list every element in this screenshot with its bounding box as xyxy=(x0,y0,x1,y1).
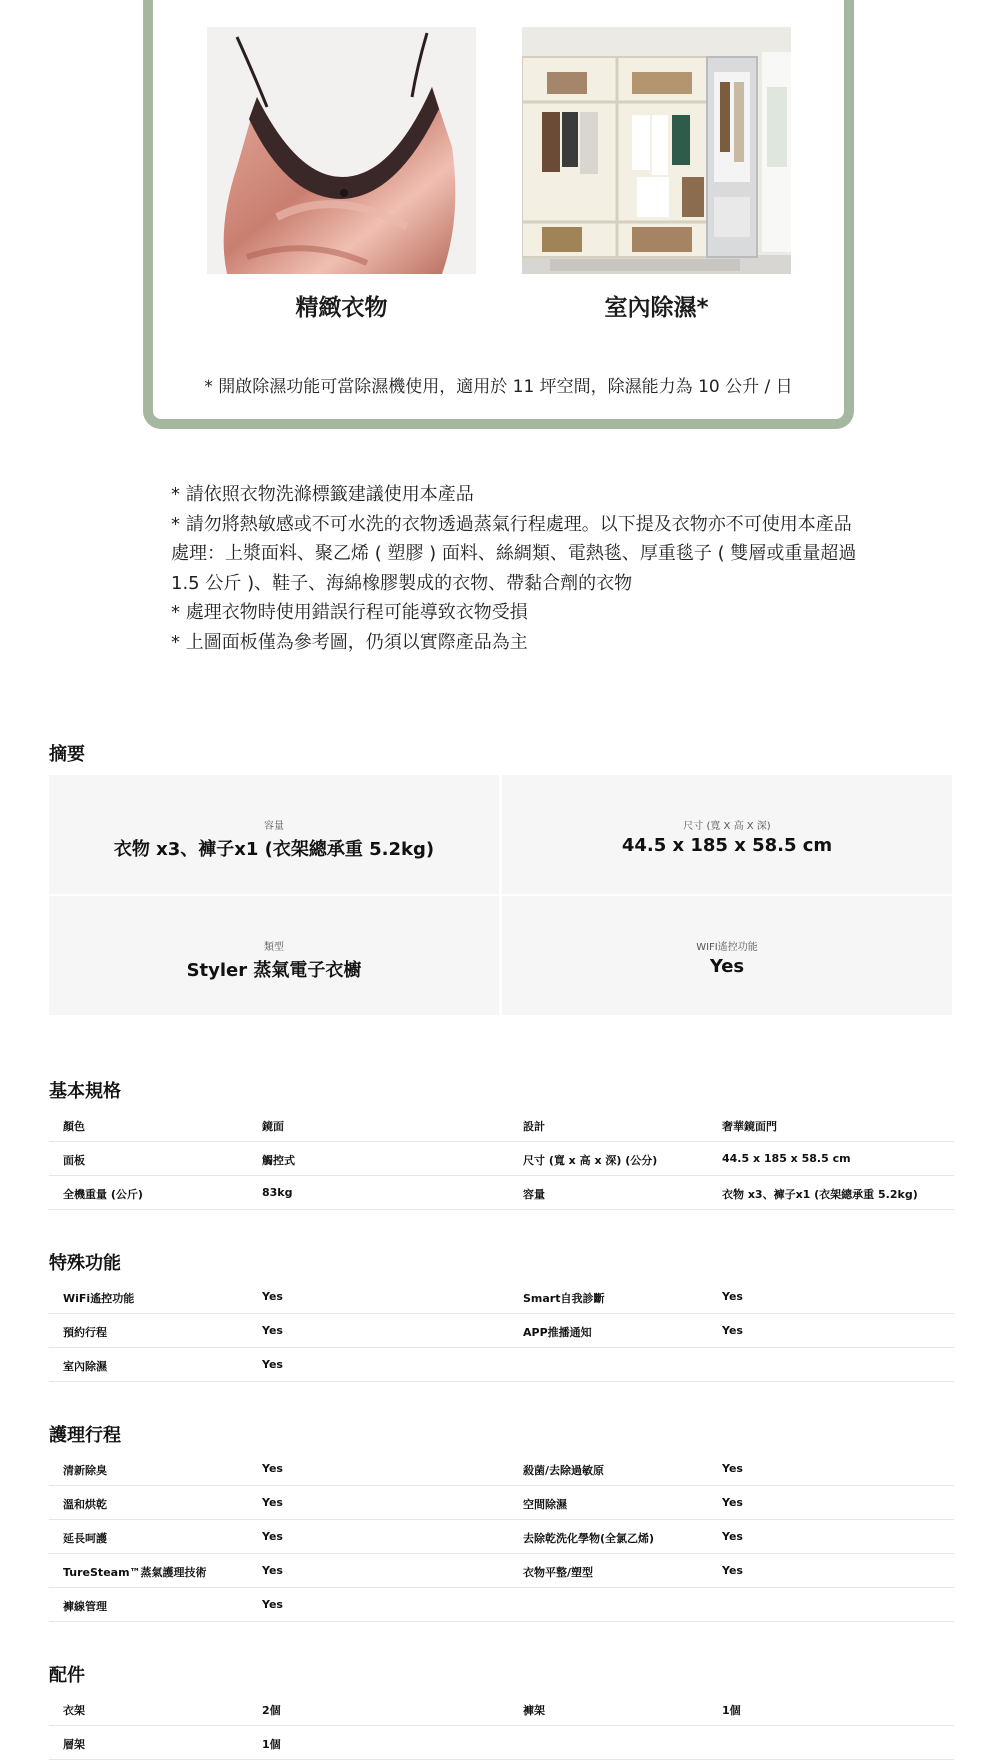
spec-key: 去除乾洗化學物(全氯乙烯) xyxy=(523,1532,655,1545)
spec-key: 褲架 xyxy=(523,1704,545,1717)
spec-value: 1個 xyxy=(722,1704,741,1717)
table-row xyxy=(49,1142,954,1176)
summary-cell-type xyxy=(49,896,499,1015)
summary-cell-wifi xyxy=(502,896,952,1015)
feature-card xyxy=(143,0,854,429)
summary-title: 摘要 xyxy=(49,744,85,765)
care-programs-title: 護理行程 xyxy=(49,1425,121,1446)
spec-key: WiFi遙控功能 xyxy=(63,1292,135,1305)
table-row xyxy=(49,1348,954,1382)
spec-key: 空間除濕 xyxy=(523,1498,567,1511)
spec-key: 層架 xyxy=(63,1738,85,1751)
special-features-title: 特殊功能 xyxy=(49,1253,121,1274)
spec-value: Yes xyxy=(722,1564,743,1577)
styler-wardrobe-image xyxy=(522,27,791,274)
table-row xyxy=(49,1554,954,1588)
spec-value: Yes xyxy=(262,1496,283,1509)
summary-value: 44.5 x 185 x 58.5 cm xyxy=(621,835,833,856)
spec-key: 預約行程 xyxy=(63,1326,107,1339)
spec-key: 殺菌/去除過敏原 xyxy=(523,1464,605,1477)
spec-key: 褲線管理 xyxy=(63,1600,107,1613)
table-row xyxy=(49,1176,954,1210)
spec-key: 溫和烘乾 xyxy=(63,1498,107,1511)
spec-key: 設計 xyxy=(523,1120,545,1133)
spec-value: Yes xyxy=(262,1462,283,1475)
spec-key: 衣架 xyxy=(63,1704,85,1717)
spec-key: APP推播通知 xyxy=(523,1326,592,1339)
spec-value: Yes xyxy=(262,1358,283,1371)
summary-label: 類型 xyxy=(264,942,284,953)
summary-value: Styler 蒸氣電子衣櫥 xyxy=(186,960,362,981)
table-row xyxy=(49,1588,954,1622)
spec-value: Yes xyxy=(262,1324,283,1337)
usage-note-line: 處理：上漿面料、聚乙烯 ( 塑膠 ) 面料、絲綢類、電熱毯、厚重毯子 ( 雙層或重量超過 xyxy=(171,543,857,564)
silk-camisole-image xyxy=(207,27,476,274)
summary-label: 容量 xyxy=(264,821,284,832)
spec-key: 衣物平整/塑型 xyxy=(523,1566,594,1579)
spec-key: Smart自我診斷 xyxy=(523,1292,605,1305)
summary-value: 衣物 x3、褲子x1 (衣架總承重 5.2kg) xyxy=(113,839,435,860)
spec-value: 83kg xyxy=(262,1186,293,1199)
spec-value: 44.5 x 185 x 58.5 cm xyxy=(722,1152,851,1165)
usage-note-line: * 請依照衣物洗滌標籤建議使用本產品 xyxy=(171,484,474,505)
spec-value: 1個 xyxy=(262,1738,281,1751)
table-row xyxy=(49,1108,954,1142)
spec-key: 延長呵護 xyxy=(63,1532,107,1545)
table-row xyxy=(49,1520,954,1554)
summary-cell-dimensions xyxy=(502,775,952,894)
spec-value: 鏡面 xyxy=(262,1120,284,1133)
spec-value: Yes xyxy=(722,1324,743,1337)
dehumidify-footnote: * 開啟除濕功能可當除濕機使用，適用於 11 坪空間，除濕能力為 10 公升 / 日 xyxy=(204,377,793,397)
spec-value: Yes xyxy=(722,1496,743,1509)
spec-value: 觸控式 xyxy=(262,1154,295,1167)
table-row xyxy=(49,1314,954,1348)
usage-note-line: 1.5 公斤 )、鞋子、海綿橡膠製成的衣物、帶黏合劑的衣物 xyxy=(171,572,633,594)
spec-value: Yes xyxy=(722,1530,743,1543)
table-row xyxy=(49,1726,954,1760)
usage-note-line: * 上圖面板僅為參考圖，仍須以實際產品為主 xyxy=(171,631,528,653)
summary-value: Yes xyxy=(709,956,745,977)
usage-note-line: * 請勿將熱敏感或不可水洗的衣物透過蒸氣行程處理。以下提及衣物亦不可使用本產品 xyxy=(171,513,852,535)
spec-value: 衣物 x3、褲子x1 (衣架總承重 5.2kg) xyxy=(722,1188,918,1201)
spec-value: Yes xyxy=(262,1598,283,1611)
table-row xyxy=(49,1486,954,1520)
spec-value: Yes xyxy=(722,1462,743,1475)
spec-key: 面板 xyxy=(63,1154,85,1167)
spec-key: 顏色 xyxy=(63,1120,85,1133)
usage-notes xyxy=(171,480,857,657)
spec-value: Yes xyxy=(722,1290,743,1303)
usage-note-line: * 處理衣物時使用錯誤行程可能導致衣物受損 xyxy=(171,602,528,623)
spec-key: 清新除臭 xyxy=(63,1464,107,1477)
summary-label: 尺寸 (寬 X 高 X 深) xyxy=(683,821,771,832)
table-row xyxy=(49,1452,954,1486)
basic-specs-title: 基本規格 xyxy=(49,1081,121,1102)
spec-value: Yes xyxy=(262,1564,283,1577)
feature-label-delicate-clothes: 精緻衣物 xyxy=(295,295,388,321)
spec-key: 尺寸 (寬 x 高 x 深) (公分) xyxy=(523,1154,658,1167)
table-row xyxy=(49,1280,954,1314)
spec-value: Yes xyxy=(262,1530,283,1543)
spec-value: 奢華鏡面門 xyxy=(722,1120,777,1133)
accessories-title: 配件 xyxy=(49,1665,85,1686)
feature-label-indoor-dehumidify: 室內除濕* xyxy=(604,295,709,321)
summary-cell-capacity xyxy=(49,775,499,894)
summary-grid xyxy=(49,775,952,1015)
spec-key: 全機重量 (公斤) xyxy=(63,1188,143,1201)
spec-key: 容量 xyxy=(523,1188,545,1201)
spec-value: 2個 xyxy=(262,1704,281,1717)
spec-key: 室內除濕 xyxy=(63,1360,107,1373)
spec-value: Yes xyxy=(262,1290,283,1303)
table-row xyxy=(49,1692,954,1726)
spec-key: TureSteam™蒸氣護理技術 xyxy=(63,1566,207,1579)
summary-label: WIFI遙控功能 xyxy=(696,942,758,953)
